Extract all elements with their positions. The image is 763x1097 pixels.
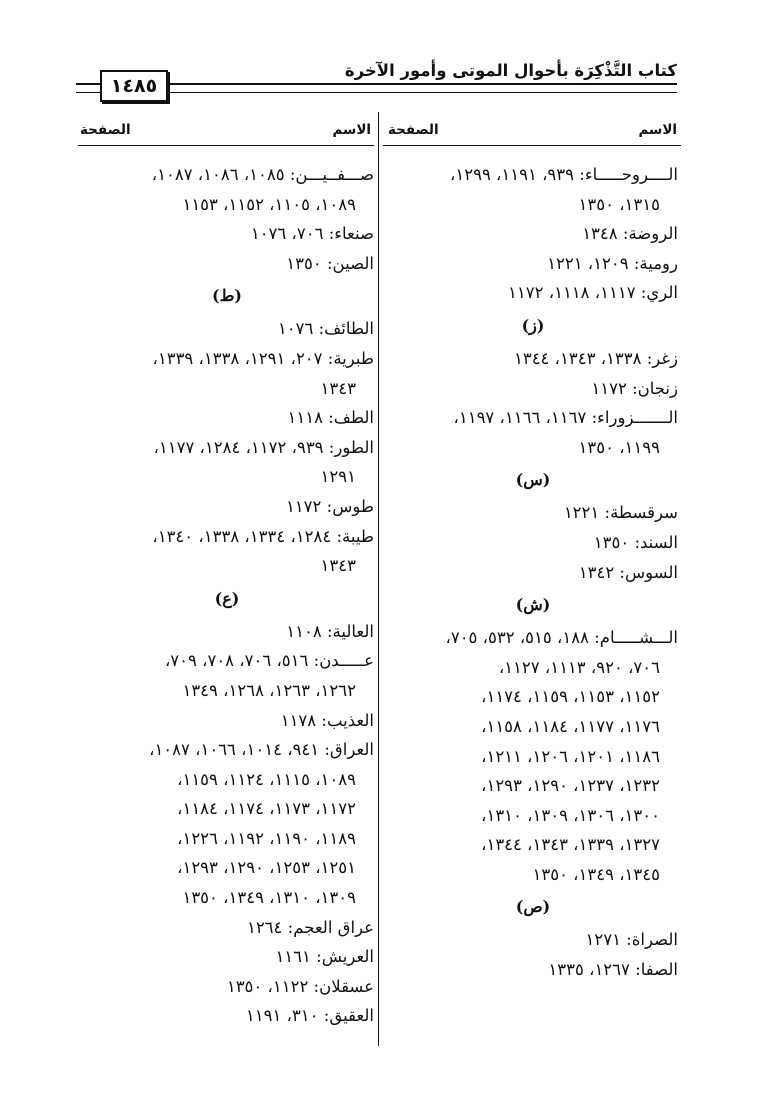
letter-heading: (س) [515, 470, 551, 490]
index-entry: سرقسطة: ١٢٢١ [563, 503, 678, 523]
index-entry: الري: ١١١٧، ١١١٨، ١١٧٢ [508, 283, 678, 303]
page-column-label: الصفحة [80, 122, 131, 138]
name-column-label: الاسم [332, 122, 371, 138]
index-entry: الـــشـــــام: ١٨٨، ٥١٥، ٥٣٢، ٧٠٥، [445, 628, 678, 648]
left-column-header [80, 118, 371, 142]
index-entry-continuation: ١٢٣٢، ١٢٣٧، ١٢٩٠، ١٢٩٣، [481, 776, 660, 796]
column-header-rule [383, 145, 681, 146]
index-entry: العريش: ١١٦١ [275, 947, 374, 967]
index-entry-continuation: ١١٧٢، ١١٧٣، ١١٧٤، ١١٨٤، [177, 799, 356, 819]
index-entry: الصين: ١٣٥٠ [286, 253, 374, 273]
index-entry: الصفا: ١٢٦٧، ١٣٣٥ [548, 960, 678, 980]
book-title: كتاب التَّذْكِرَة بأحوال الموتى وأمور الآخرة [344, 61, 677, 80]
index-entry-continuation: ١٢٥١، ١٢٥٣، ١٢٩٠، ١٢٩٣، [177, 858, 356, 878]
letter-heading: (ش) [515, 595, 551, 615]
index-entry: الطور: ٩٣٩، ١١٧٢، ١٢٨٤، ١١٧٧، [153, 437, 374, 457]
page-column-label: الصفحة [388, 122, 439, 138]
index-entry-continuation: ١٠٨٩، ١١١٥، ١١٢٤، ١١٥٩، [177, 769, 356, 789]
letter-heading: (ز) [521, 315, 545, 335]
index-entry: العراق: ٩٤١، ١٠١٤، ١٠٦٦، ١٠٨٧، [149, 740, 374, 760]
index-entry-continuation: ١٣٢٧، ١٣٣٩، ١٣٤٣، ١٣٤٤، [481, 835, 660, 855]
index-entry: السند: ١٣٥٠ [593, 532, 678, 552]
index-entry: عـــــدن: ٥١٦، ٧٠٦، ٧٠٨، ٧٠٩، [164, 651, 374, 671]
letter-heading: (ع) [214, 588, 240, 608]
index-entry: العالية: ١١٠٨ [286, 621, 374, 641]
index-entry-continuation: ١١٩٩، ١٣٥٠ [578, 437, 660, 457]
index-entry-continuation: ١٣١٥، ١٣٥٠ [578, 194, 660, 214]
index-entry: الطف: ١١١٨ [287, 408, 374, 428]
index-entry-continuation: ١١٥٢، ١١٥٣، ١١٥٩، ١١٧٤، [481, 687, 660, 707]
index-entry-continuation: ١٣٤٥، ١٣٤٩، ١٣٥٠ [532, 864, 660, 884]
index-entry: طيبة: ١٢٨٤، ١٣٣٤، ١٣٣٨، ١٣٤٠، [152, 526, 374, 546]
index-entry: عراق العجم: ١٢٦٤ [246, 917, 374, 937]
index-entry: الطائف: ١٠٧٦ [277, 319, 374, 339]
letter-heading: (ط) [212, 286, 242, 306]
index-entry-continuation: ١٣٤٣ [320, 556, 356, 576]
index-entry: السوس: ١٣٤٢ [578, 562, 678, 582]
page-number: ١٤٨٥ [100, 70, 168, 102]
index-entry: زغر: ١٣٣٨، ١٣٤٣، ١٣٤٤ [513, 348, 678, 368]
left-index-column [80, 160, 374, 1031]
index-entry-continuation: ١١٨٦، ١٢٠١، ١٢٠٦، ١٢١١، [481, 746, 660, 766]
index-entry: رومية: ١٢٠٩، ١٢٢١ [547, 253, 678, 273]
index-entry-continuation: ١٣٠٩، ١٣١٠، ١٣٤٩، ١٣٥٠ [182, 888, 356, 908]
index-entry: طبرية: ٢٠٧، ١٢٩١، ١٣٣٨، ١٣٣٩، [152, 348, 374, 368]
index-entry-continuation: ١٢٩١ [320, 467, 356, 487]
right-index-column [388, 160, 678, 985]
index-entry-continuation: ١١٧٦، ١١٧٧، ١١٨٤، ١١٥٨، [481, 716, 660, 736]
index-entry-continuation: ١٠٨٩، ١١٠٥، ١١٥٢، ١١٥٣ [182, 194, 356, 214]
name-column-label: الاسم [638, 122, 677, 138]
index-entry-continuation: ١٣٤٣ [320, 378, 356, 398]
index-entry-continuation: ١١٨٩، ١١٩٠، ١١٩٢، ١٢٢٦، [177, 828, 356, 848]
index-entry: العذيب: ١١٧٨ [280, 710, 374, 730]
column-header-rule [78, 145, 374, 146]
index-entry: صـــفــيـــن: ١٠٨٥، ١٠٨٦، ١٠٨٧، [151, 165, 374, 184]
index-entry: الروضة: ١٣٤٨ [582, 224, 678, 244]
index-entry: طوس: ١١٧٢ [285, 496, 374, 516]
index-entry-continuation: ١٣٠٠، ١٣٠٦، ١٣٠٩، ١٣١٠، [481, 805, 660, 825]
index-entry: صنعاء: ٧٠٦، ١٠٧٦ [250, 224, 374, 244]
index-entry: العقيق: ٣١٠، ١١٩١ [245, 1006, 374, 1026]
index-entry-continuation: ١٢٦٢، ١٢٦٣، ١٢٦٨، ١٣٤٩ [182, 680, 356, 700]
column-divider [378, 112, 379, 1046]
right-column-header [388, 118, 677, 142]
index-entry: الــــروحـــــاء: ٩٣٩، ١١٩١، ١٢٩٩، [450, 165, 678, 184]
index-entry-continuation: ٧٠٦، ٩٢٠، ١١١٣، ١١٢٧، [498, 657, 660, 677]
index-entry: زنجان: ١١٧٢ [591, 378, 678, 398]
letter-heading: (ص) [515, 897, 551, 917]
index-entry: الـــــــزوراء: ١١٦٧، ١١٦٦، ١١٩٧، [453, 408, 678, 428]
index-entry: الصراة: ١٢٧١ [585, 930, 678, 950]
index-entry: عسقلان: ١١٢٢، ١٣٥٠ [226, 976, 374, 996]
